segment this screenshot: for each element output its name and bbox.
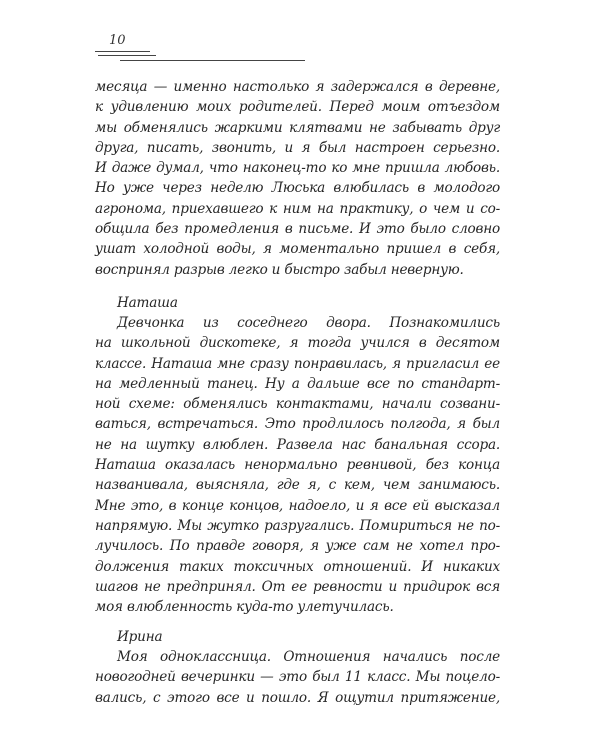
text-line: напрямую. Мы жутко разругались. Помириться не по-: [95, 517, 500, 534]
header-rule: [98, 55, 156, 56]
text-line: Но уже через неделю Люська влюбилась в молодого: [95, 180, 500, 197]
text-line: общила без промедления в письме. И это было словно: [95, 221, 500, 238]
text-line: агронома, приехавшего к ним на практику, о чем и со-: [95, 200, 500, 217]
text-line: ушат холодной воды, я моментально пришел в себя,: [95, 241, 500, 258]
text-line: воспринял разрыв легко и быстро забыл неверную.: [95, 261, 464, 278]
text-line: ваться, встречаться. Это продлилось полгода, я был: [95, 416, 500, 433]
text-line: Мне это, в конце концов, надоело, и я все ей высказал: [95, 497, 500, 514]
text-line: к удивлению моих родителей. Перед моим отъездом: [95, 99, 500, 116]
text-line: И даже думал, что наконец-то ко мне пришла любовь.: [95, 160, 500, 177]
text-line: должения таких токсичных отношений. И никаких: [95, 558, 500, 575]
text-line: месяца — именно настолько я задержался в деревне,: [95, 79, 500, 95]
paragraph-natasha: [95, 313, 500, 617]
text-line: лучилось. По правде говоря, я уже сам не хотел про-: [95, 538, 500, 555]
paragraph-irina: [95, 647, 500, 708]
section-heading-irina: Ирина: [117, 629, 163, 645]
text-line: новогодней вечеринки — это был 11 класс. Мы поцело-: [95, 669, 500, 686]
text-line: Наташа оказалась ненормально ревнивой, без конца: [95, 457, 500, 474]
text-line: моя влюбленность куда-то улетучилась.: [95, 599, 394, 616]
text-line: ной схеме: обменялись контактами, начали созвани-: [95, 396, 500, 413]
section-heading-natasha: Наташа: [117, 295, 178, 311]
text-line: мы обменялись жаркими клятвами не забывать друг: [95, 119, 500, 136]
text-line: вались, с этого все и пошло. Я ощутил притяжение,: [95, 689, 500, 706]
text-line: Девчонка из соседнего двора. Познакомились: [117, 315, 500, 331]
header-rule: [120, 60, 305, 61]
header-rule: [95, 51, 150, 52]
text-line: названивала, выясняла, где я, с кем, чем занимаюсь.: [95, 477, 500, 494]
text-line: шагов не предпринял. От ее ревности и придирок вся: [95, 578, 500, 595]
text-line: на школьной дискотеке, я тогда учился в десятом: [95, 335, 500, 352]
paragraph-continuation: [95, 77, 500, 280]
page-number: 10: [109, 33, 126, 48]
text-line: Моя одноклассница. Отношения начались после: [117, 649, 500, 665]
text-line: не на шутку влюблен. Развела нас банальная ссора.: [95, 436, 500, 453]
text-line: классе. Наташа мне сразу понравилась, я пригласил ее: [95, 355, 500, 372]
text-line: на медленный танец. Ну а дальше все по стандарт-: [95, 375, 500, 392]
running-header: [95, 30, 305, 70]
text-line: друга, писать, звонить, и я был настроен серьезно.: [95, 139, 500, 156]
